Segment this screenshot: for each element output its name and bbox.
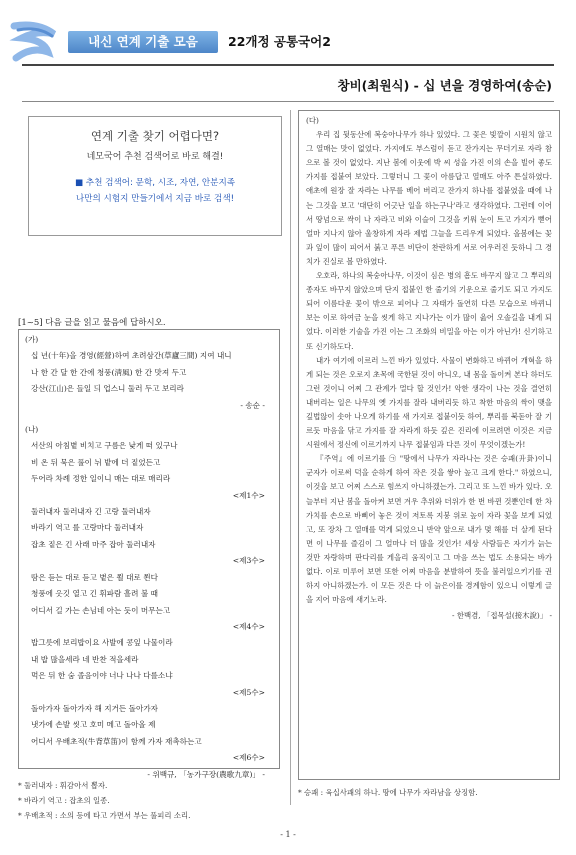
promo-heading: 연계 기출 찾기 어렵다면?: [90, 129, 220, 143]
poem-line: 돌아가자 돌아가자 해 지거든 돌아가자: [31, 703, 159, 713]
poem-line: 바라기 역고 를 고랑마다 둘러내자: [31, 523, 144, 533]
footnote: * 바라기 역고 : 잡초의 일종.: [18, 796, 110, 805]
poem-line: 어디서 길 가는 손님네 아는 듯이 머무는고: [31, 605, 171, 615]
passage-na-label: (나): [25, 425, 39, 435]
poem-line: 서산의 아침볕 비치고 구름은 낮게 떠 있구나: [31, 441, 178, 451]
passage-box-left: [18, 329, 280, 779]
footnote: * 둘러내자 : 휘감아서 뽑자.: [18, 781, 108, 790]
footnote: * 우배초적 : 소의 등에 타고 가면서 부는 풀피리 소리.: [18, 811, 191, 820]
series-banner: 내신 연계 기출 모음: [68, 31, 218, 53]
poem-line: 잡초 짙은 긴 사래 마주 잡아 둘러내자: [31, 539, 156, 549]
poem-line: 밥그릇에 보리밥이요 사발에 콩잎 나물이라: [31, 638, 173, 648]
poem-line: 나 한 간 달 한 간에 청풍(淸風) 한 간 맛져 두고: [31, 367, 187, 377]
footnote-right: * 승괘 : 육십사괘의 하나. 땅에 나무가 자라남을 상징함.: [298, 788, 478, 797]
poem-line: 둘러내자 둘러내자 긴 고랑 둘러내자: [31, 507, 151, 517]
title-rule: [22, 101, 554, 102]
poem-line: 냇가에 손발 씻고 호미 메고 돌아올 제: [31, 720, 156, 730]
question-instruction: [1~5] 다음 글을 읽고 물음에 답하시오.: [18, 318, 166, 328]
footnotes-left: [18, 778, 280, 823]
poem-author: - 위백규, 「농가구장(農歌九章)」 -: [147, 769, 265, 779]
promo-box: [28, 116, 282, 236]
poem-author: - 송순 -: [240, 400, 265, 410]
poem-line: 두어라 차례 정한 일이니 매는 대로 매리라: [31, 474, 171, 484]
poem-line: 십 년(十年)을 경영(經營)하여 초려삼간(草廬三間) 지여 내니: [31, 351, 232, 361]
logo-mark: [8, 18, 68, 70]
poem-line: 강산(江山)은 들일 듸 업스니 둘러 두고 보리라: [31, 384, 184, 394]
subject-label: 22개정 공통국어2: [228, 34, 331, 49]
lesson-title: 창비(최원식) - 십 년을 경영하여(송순): [337, 78, 552, 93]
stanza-tag: <제5수>: [232, 687, 265, 697]
stanza-tag: <제6수>: [232, 753, 265, 763]
poem-line: 먹은 뒤 한 숨 졸음이야 너나 나나 다를소냐: [31, 671, 173, 681]
poem-line: 땀은 듣는 대로 듣고 볕은 쬘 대로 쬔다: [31, 572, 158, 582]
header-rule: [22, 64, 554, 66]
promo-cta: 나만의 시험지 만들기에서 지금 바로 검색!: [75, 194, 235, 204]
stanza-tag: <제3수>: [232, 556, 265, 566]
poem-line: 어디서 우배초적(牛背草笛)이 함께 가자 재촉하는고: [31, 736, 202, 746]
essay-paragraph: 내가 여기에 이르러 느낀 바가 있었다. 사물이 변화하고 바뀌어 개혁을 하게 되는 것은 오로지 초목에 국한된 것이 아니오, 내 몸을 돌이켜 본다 하더도 그런 것이니 어찌 그 관계가 멀다 할 것인가! 악한 생각이 나는 것을 결연히 내버리는 일은 나무의 옛 가지를 잘라 내버리듯 하고 착한 마음의 싹이 맺을 깊법않이 솟아 나오게 하기를 새 가지로 접붙이듯 하여, 뿌리를 북돋아 잘 기르듯 마음을 닦고 가지를 잘 자라게 하듯 깊은 진리에 이르려면 이것은 지금 시원에서 정신에 이르기까지 나무 접붙임과 다른 것이 무엇이겠는가!: [306, 355, 552, 450]
essay-author: - 한백겸, 「접목설(接木說)」 -: [452, 611, 552, 621]
poem-line: 비 온 뒤 묵은 풀이 뉘 밭에 더 짙었든고: [31, 457, 161, 467]
essay-paragraph: 우리 집 뒷동산에 복숭아나무가 하나 있었다. 그 꽃은 빛깔이 시원치 않고 그 열매는 맛이 없었다. 가지에도 부스럼이 돋고 잔가지는 무더기로 자라 참으로 볼 것이 없었다. 지난 봄에 이웃에 박 씨 성을 가진 이의 손을 빌어 좋도 가지를 접붙여 보았다. 그렇더니 그 꽃이 아름답고 열매도 아주 튼실하였다. 애초에 원장 잘 자라는 나무를 베어 버리고 잔가지 하나를 접붙였을 때에 나는 그것을 보고 '대단히 어긋난 일을 하는구나'라고 생각하였다. 그런데 이어서 땅넘으로 싹이 나 자라고 비와 이슬이 그것을 키워 눈이 트고 가지가 뻗어 얼마 지나지 않아 울창하게 자라 제법 그늘을 드리우게 되었다. 올봄에는 꽃과 잎이 많이 피어서 붉고 푸른 비단이 찬란하게 서로 어우러진 듯하니 그 경치가 진실로 볼 만하였다.: [306, 130, 552, 266]
passage-box-right: [298, 110, 560, 780]
promo-keywords: ■ 추천 검색어: 문학, 시조, 자연, 안분지족: [74, 178, 236, 188]
promo-subheading: 네모국어 추천 검색어로 바로 해결!: [86, 152, 224, 162]
passage-ga-label: (가): [25, 335, 39, 344]
essay-paragraph: 『주역』에 이르기를 ㉠ "땅에서 나무가 자라나는 것은 승괘(升卦)이니 군자가 이로써 덕을 순하게 하여 작은 것을 쌓아 높고 크게 한다." 하였으니, 이것을 보고 어찌 스스로 힘쓰지 아니하겠는가. 그리고 또 느낀 바가 있다. 오늘부터 지난 봄을 돌아켜 보면 겨우 추위와 더위가 한 번 바뀐 것뿐인데 한 차 가치를 손으로 바삐어 놓은 것이 저토록 지붕 위로 높이 자라 꽃을 보게 되었고, 또 장차 그 열매를 먹게 되었으니 반약 앞으로 내가 몇 해를 더 살게 된다면 이 나무를 즐김이 그 얼마나 더 많을 것인가! 세상 사람들은 자기가 늙는 것만 자랑하며 판다리를 게을리 움직이고 그 마음 쓰는 법도 소용되는 바가 없다. 이로 미루어 보면 또한 어찌 마음을 분발하여 뜻을 불러일으키기를 권하지 아니하겠는가. 이 모든 것은 다 이 늙은이를 경계함이 있으니 이렇게 글을 지어 마음에 새기노라.: [306, 454, 552, 605]
column-divider: [290, 110, 291, 805]
poem-line: 청풍에 옷깃 열고 긴 휘파람 흘려 불 때: [31, 589, 158, 599]
stanza-tag: <제1수>: [232, 490, 265, 500]
passage-da-label: (다): [306, 116, 319, 125]
poem-line: 내 밥 많을세라 네 반찬 적을세라: [31, 654, 139, 664]
essay-paragraph: 오호라, 하나의 복숭아나무, 이것이 심은 병의 흠도 바꾸지 않고 그 뿌리의 종자도 바꾸지 않았으며 단지 접붙인 한 줄기의 기운으로 줄기도 되고 가지도 되어 이름다운 꽃이 밖으로 피어나 그 자태가 돌연히 다른 모습으로 바뀌니 보는 이로 하여금 눈을 씻게 하고 지나가는 이가 많이 읊어 오솔길을 내게 되었다. 이러한 기술을 가진 이는 그 조화의 비밀을 아는 이가 아닌가! 신기하고 또 신기하도다.: [306, 271, 552, 351]
stanza-tag: <제4수>: [232, 621, 265, 631]
page-number: - 1 -: [280, 830, 296, 839]
